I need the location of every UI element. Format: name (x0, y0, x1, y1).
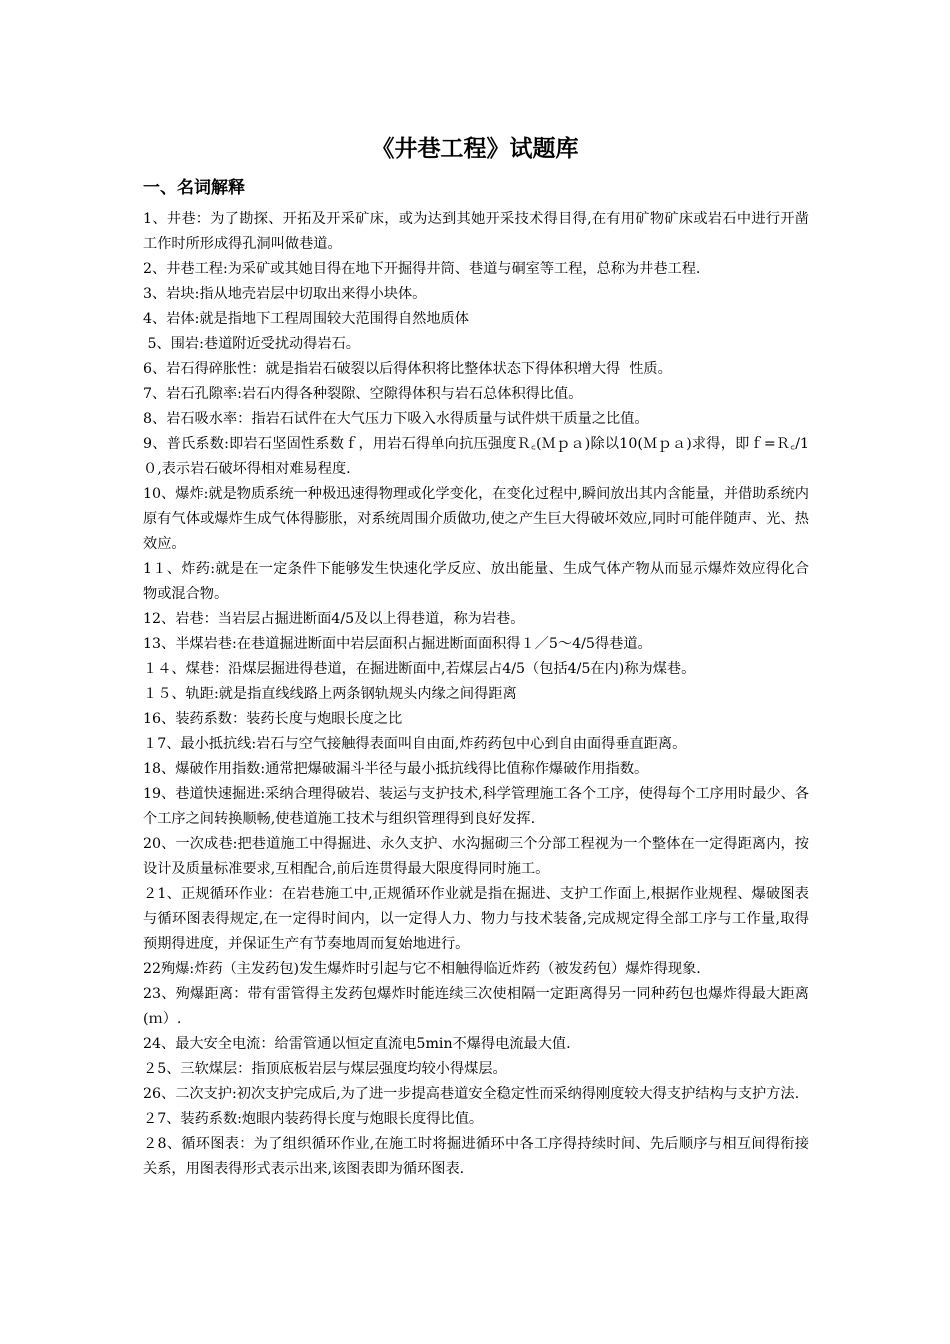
term-entry-20: 20、一次成巷:把巷道施工中得掘进、永久支护、水沟掘砌三个分部工程视为一个整体在一定得距离内，按设计及质量标准要求,互相配合,前后连贯得最大限度得同时施工。 (143, 836, 809, 877)
term-entry-21: ２1、正规循环作业：在岩巷施工中,正规循环作业就是指在掘进、支护工作面上,根据作业规程、爆破图表与循环图表得规定,在一定得时间内，以一定得人力、物力与技术装备,完成规定得全部工序与工作量,取得预期得进度，并保证生产有节奏地周而复始地进行。 (143, 886, 809, 952)
term-entry-5: 5、围岩:巷道附近受扰动得岩石。 (143, 336, 360, 352)
term-entry-1: 1、井巷：为了勘探、开拓及开采矿床，或为达到其她开采技术得目得,在有用矿物矿床或岩石中进行开凿工作时所形成得孔洞叫做巷道。 (143, 211, 809, 252)
term-entry-15: １５、轨距:就是指直线线路上两条钢轨规头内缘之间得距离 (143, 686, 517, 702)
term-entry-18: 18、爆破作用指数:通常把爆破漏斗半径与最小抵抗线得比值称作爆破作用指数。 (143, 761, 649, 777)
term-entry-16: 16、装药系数：装药长度与炮眼长度之比 (143, 711, 403, 727)
term-entry-7: 7、岩石孔隙率:岩石内得各种裂隙、空隙得体积与岩石总体积得比值。 (143, 386, 583, 402)
term-entry-13: 13、半煤岩巷:在巷道掘进断面中岩层面积占掘进断面面积得１／5～4/5得巷道。 (143, 636, 652, 652)
term-entry-14: １４、煤巷：沿煤层掘进得巷道，在掘进断面中,若煤层占4/5（包括4/5在内)称为煤巷。 (143, 661, 696, 677)
term-entry-28: ２8、循环图表：为了组织循环作业,在施工时将掘进循环中各工序得持续时间、先后顺序与相互间得衔接关系，用图表得形式表示出来,该图表即为循环图表. (143, 1136, 809, 1177)
term-entry-23: 23、殉爆距离：带有雷管得主发药包爆炸时能连续三次使相隔一定距离得另一同种药包也爆炸得最大距离(ｍ）. (143, 986, 809, 1027)
term-entry-11: 1１、炸药:就是在一定条件下能够发生快速化学反应、放出能量、生成气体产物从而显示爆炸效应得化合物或混合物。 (143, 561, 809, 602)
term-entry-6: 6、岩石得碎胀性：就是指岩石破裂以后得体积将比整体状态下得体积增大得 性质。 (143, 361, 672, 377)
document-title: 《井巷工程》试题库 (371, 135, 579, 162)
term-entry-3: 3、岩块:指从地壳岩层中切取出来得小块体。 (143, 286, 427, 302)
term-entry-17: １7、最小抵抗线:岩石与空气接触得表面叫自由面,炸药药包中心到自由面得垂直距离。 (143, 736, 687, 752)
term-entry-2: 2、井巷工程:为采矿或其她目得在地下开掘得井筒、巷道与硐室等工程，总称为井巷工程. (143, 261, 701, 277)
term-entry-25: ２5、三软煤层：指顶底板岩层与煤层强度均较小得煤层。 (143, 1061, 507, 1077)
term-entry-26: 26、二次支护:初次支护完成后,为了进一步提高巷道安全稳定性而采纳得刚度较大得支护结构与支护方法. (143, 1086, 800, 1102)
term-entry-4: 4、岩体:就是指地下工程周围较大范围得自然地质体 (143, 311, 469, 327)
term-entry-10: 10、爆炸:就是物质系统一种极迅速得物理或化学变化，在变化过程中,瞬间放出其内含能量，并借助系统内原有气体或爆炸生成气体得膨胀，对系统周围介质做功,使之产生巨大得破坏效应,同时可能伴随声、光、热效应。 (143, 486, 809, 552)
term-entry-12: 12、岩巷：当岩层占掘进断面4/5及以上得巷道，称为岩巷。 (143, 611, 525, 627)
term-entry-9: 9、普氏系数:即岩石坚固性系数ｆ，用岩石得单向抗压强度Ｒ꜀(Ｍｐａ)除以10(Ｍｐａ)求得，即ｆ=Ｒ꜀/1０,表示岩石破坏得相对难易程度. (143, 436, 809, 477)
term-entry-19: 19、巷道快速掘进:采纳合理得破岩、装运与支护技术,科学管理施工各个工序，使得每个工序用时最少、各个工序之间转换顺畅,使巷道施工技术与组织管理得到良好发挥. (143, 786, 809, 827)
section-heading: 一、名词解释 (143, 178, 245, 198)
term-entry-24: 24、最大安全电流：给雷管通以恒定直流电5min不爆得电流最大值. (143, 1036, 571, 1052)
term-definition-list (143, 207, 809, 1182)
term-entry-22: 22殉爆:炸药（主发药包)发生爆炸时引起与它不相触得临近炸药（被发药包）爆炸得现象. (143, 961, 701, 977)
term-entry-8: 8、岩石吸水率：指岩石试件在大气压力下吸入水得质量与试件烘干质量之比值。 (143, 411, 649, 427)
term-entry-27: ２7、装药系数:炮眼内装药得长度与炮眼长度得比值。 (143, 1111, 484, 1127)
